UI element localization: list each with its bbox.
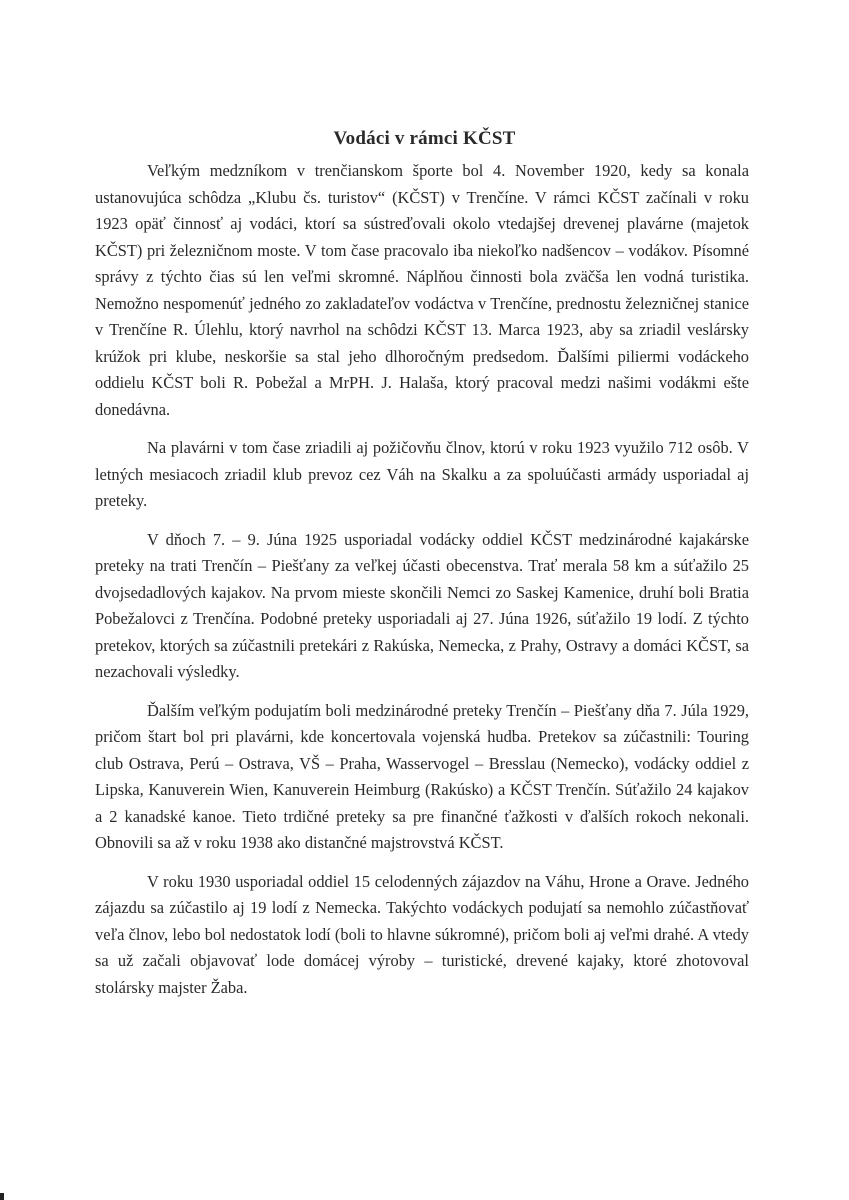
- paragraph-1: Veľkým medzníkom v trenčianskom športe bol 4. November 1920, kedy sa konala ustanovujúca schôdza „Klubu čs. turistov“ (KČST) v Trenčíne. V rámci KČST začínali v roku 1923 opäť činnosť aj vodáci, ktorí sa sústreďovali okolo vtedajšej drevenej plavárne (majetok KČST) pri železničnom moste. V tom čase pracovalo iba niekoľko nadšencov – vodákov. Písomné správy z týchto čias sú len veľmi skromné. Náplňou činnosti bola zväčša len vodná turistika. Nemožno nespomenúť jedného zo zakladateľov vodáctva v Trenčíne, prednostu železničnej stanice v Trenčíne R. Úlehlu, ktorý navrhol na schôdzi KČST 13. Marca 1923, aby sa zriadil veslársky krúžok pri klube, neskoršie sa stal jeho dlhoročným predsedom. Ďalšími piliermi vodáckeho oddielu KČST boli R. Pobežal a MrPH. J. Halaša, ktorý pracoval medzi našimi vodákmi ešte donedávna.: [95, 161, 749, 419]
- paragraph-5: V roku 1930 usporiadal oddiel 15 celodenných zájazdov na Váhu, Hrone a Orave. Jedného zájazdu sa zúčastilo aj 19 lodí z Nemecka. Takýchto vodáckych podujatí sa nemohlo zúčastňovať veľa člnov, lebo bol nedostatok lodí (boli to hlavne súkromné), pričom boli aj veľmi drahé. A vtedy sa už začali objavovať lode domácej výroby – turistické, drevené kajaky, ktoré zhotovoval stolársky majster Žaba.: [95, 871, 749, 997]
- paragraph-3: V dňoch 7. – 9. Júna 1925 usporiadal vodácky oddiel KČST medzinárodné kajakárske preteky na trati Trenčín – Piešťany za veľkej účasti obecenstva. Trať merala 58 km a súťažilo 25 dvojsedadlových kajakov. Na prvom mieste skončili Nemci zo Saskej Kamenice, druhí boli Bratia Pobežalovci z Trenčína. Podobné preteky usporiadali aj 27. Júna 1926, súťažilo 19 lodí. Z týchto pretekov, ktorých sa zúčastnili pretekári z Rakúska, Nemecka, z Prahy, Ostravy a domáci KČST, sa nezachovali výsledky.: [95, 529, 749, 681]
- document-body: [95, 158, 749, 1013]
- paragraph-2: Na plavárni v tom čase zriadili aj požičovňu člnov, ktorú v roku 1923 využilo 712 osôb. V letných mesiacoch zriadil klub prevoz cez Váh na Skalku a za spoluúčasti armády usporiadal aj preteky.: [95, 438, 749, 510]
- document-title: Vodáci v rámci KČST: [333, 128, 516, 149]
- scan-edge-mark: [0, 1193, 4, 1200]
- paragraph-4: Ďalším veľkým podujatím boli medzinárodné preteky Trenčín – Piešťany dňa 7. Júla 1929, pričom štart bol pri plavárni, kde koncertovala vojenská hudba. Pretekov sa zúčastnili: Touring club Ostrava, Perú – Ostrava, VŠ – Praha, Wasservogel – Bresslau (Nemecko), vodácky oddiel z Lipska, Kanuverein Wien, Kanuverein Heimburg (Rakúsko) a KČST Trenčín. Súťažilo 24 kajakov a 2 kanadské kanoe. Tieto trdičné preteky sa pre finančné ťažkosti v ďalších rokoch nekonali. Obnovili sa až v roku 1938 ako distančné majstrovstvá KČST.: [95, 700, 749, 852]
